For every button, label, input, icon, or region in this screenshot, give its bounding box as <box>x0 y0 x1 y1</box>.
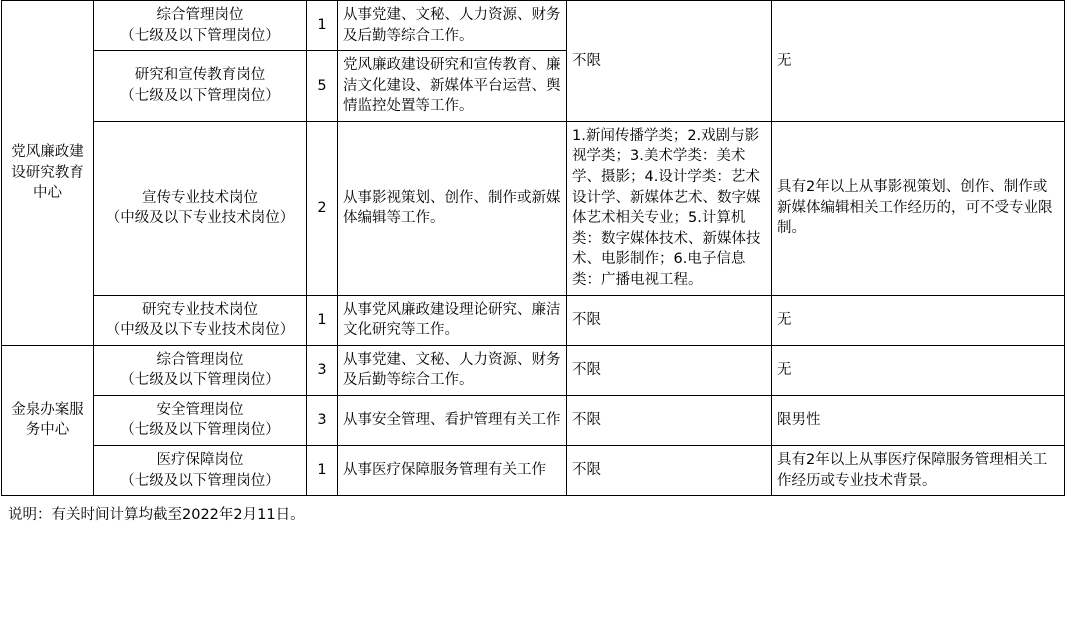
cell-duty: 从事影视策划、创作、制作或新媒体编辑等工作。 <box>338 121 567 295</box>
cell-duty: 从事党建、文秘、人力资源、财务及后勤等综合工作。 <box>338 345 567 395</box>
table-row <box>2 121 1065 295</box>
cell-post <box>94 345 307 395</box>
post-name: 安全管理岗位 <box>156 401 244 418</box>
cell-post <box>94 295 307 345</box>
cell-post <box>94 445 307 495</box>
post-name: 研究和宣传教育岗位 <box>134 67 266 84</box>
cell-duty: 从事党建、文秘、人力资源、财务及后勤等综合工作。 <box>338 1 567 51</box>
cell-other: 具有2年以上从事医疗保障服务管理相关工作经历或专业技术背景。 <box>772 445 1065 495</box>
cell-number: 1 <box>307 295 338 345</box>
cell-major: 1.新闻传播学类；2.戏剧与影视学类；3.美术学类：美术学、摄影；4.设计学类：艺术设计学、新媒体艺术、数字媒体艺术相关专业；5.计算机类：数字媒体技术、新媒体技术、电影制作；6.电子信息类：广播电视工程。 <box>567 121 772 295</box>
cell-post <box>94 121 307 295</box>
table-note: 说明：有关时间计算均截至2022年2月11日。 <box>8 507 305 524</box>
cell-major: 不限 <box>567 295 772 345</box>
table-row <box>2 295 1065 345</box>
table-row <box>2 1 1065 51</box>
cell-unit: 党风廉政建设研究教育中心 <box>2 1 94 346</box>
cell-duty: 从事安全管理、看护管理有关工作 <box>338 395 567 445</box>
cell-post <box>94 1 307 51</box>
cell-duty: 从事医疗保障服务管理有关工作 <box>338 445 567 495</box>
cell-post <box>94 395 307 445</box>
table-row <box>2 445 1065 495</box>
cell-major: 不限 <box>567 395 772 445</box>
table-row <box>2 345 1065 395</box>
cell-number: 1 <box>307 1 338 51</box>
cell-other: 无 <box>772 295 1065 345</box>
cell-major: 不限 <box>567 445 772 495</box>
cell-other: 具有2年以上从事影视策划、创作、制作或新媒体编辑相关工作经历的，可不受专业限制。 <box>772 121 1065 295</box>
post-name: 研究专业技术岗位 <box>142 301 258 318</box>
post-name: 综合管理岗位 <box>156 7 244 23</box>
post-category: （中级及以下专业技术岗位） <box>105 322 295 339</box>
post-category: （七级及以下管理岗位） <box>120 27 280 44</box>
recruitment-table <box>1 0 1065 496</box>
cell-major: 不限 <box>567 1 772 122</box>
cell-number: 3 <box>307 395 338 445</box>
post-name: 宣传专业技术岗位 <box>142 189 258 206</box>
cell-number: 2 <box>307 121 338 295</box>
cell-unit: 金泉办案服务中心 <box>2 345 94 495</box>
post-category: （七级及以下管理岗位） <box>120 422 280 439</box>
post-category: （七级及以下管理岗位） <box>120 472 280 489</box>
table-row <box>2 395 1065 445</box>
cell-number: 3 <box>307 345 338 395</box>
post-name: 医疗保障岗位 <box>156 451 244 468</box>
post-name: 综合管理岗位 <box>156 351 244 368</box>
post-category: （七级及以下管理岗位） <box>120 372 280 389</box>
post-category: （中级及以下专业技术岗位） <box>105 210 295 227</box>
cell-other: 无 <box>772 345 1065 395</box>
post-category: （七级及以下管理岗位） <box>120 88 280 105</box>
cell-other: 限男性 <box>772 395 1065 445</box>
cell-duty: 从事党风廉政建设理论研究、廉洁文化研究等工作。 <box>338 295 567 345</box>
cell-post <box>94 51 307 122</box>
cell-number: 5 <box>307 51 338 122</box>
cell-major: 不限 <box>567 345 772 395</box>
cell-duty: 党风廉政建设研究和宣传教育、廉洁文化建设、新媒体平台运营、舆情监控处置等工作。 <box>338 51 567 122</box>
cell-number: 1 <box>307 445 338 495</box>
cell-other: 无 <box>772 1 1065 122</box>
